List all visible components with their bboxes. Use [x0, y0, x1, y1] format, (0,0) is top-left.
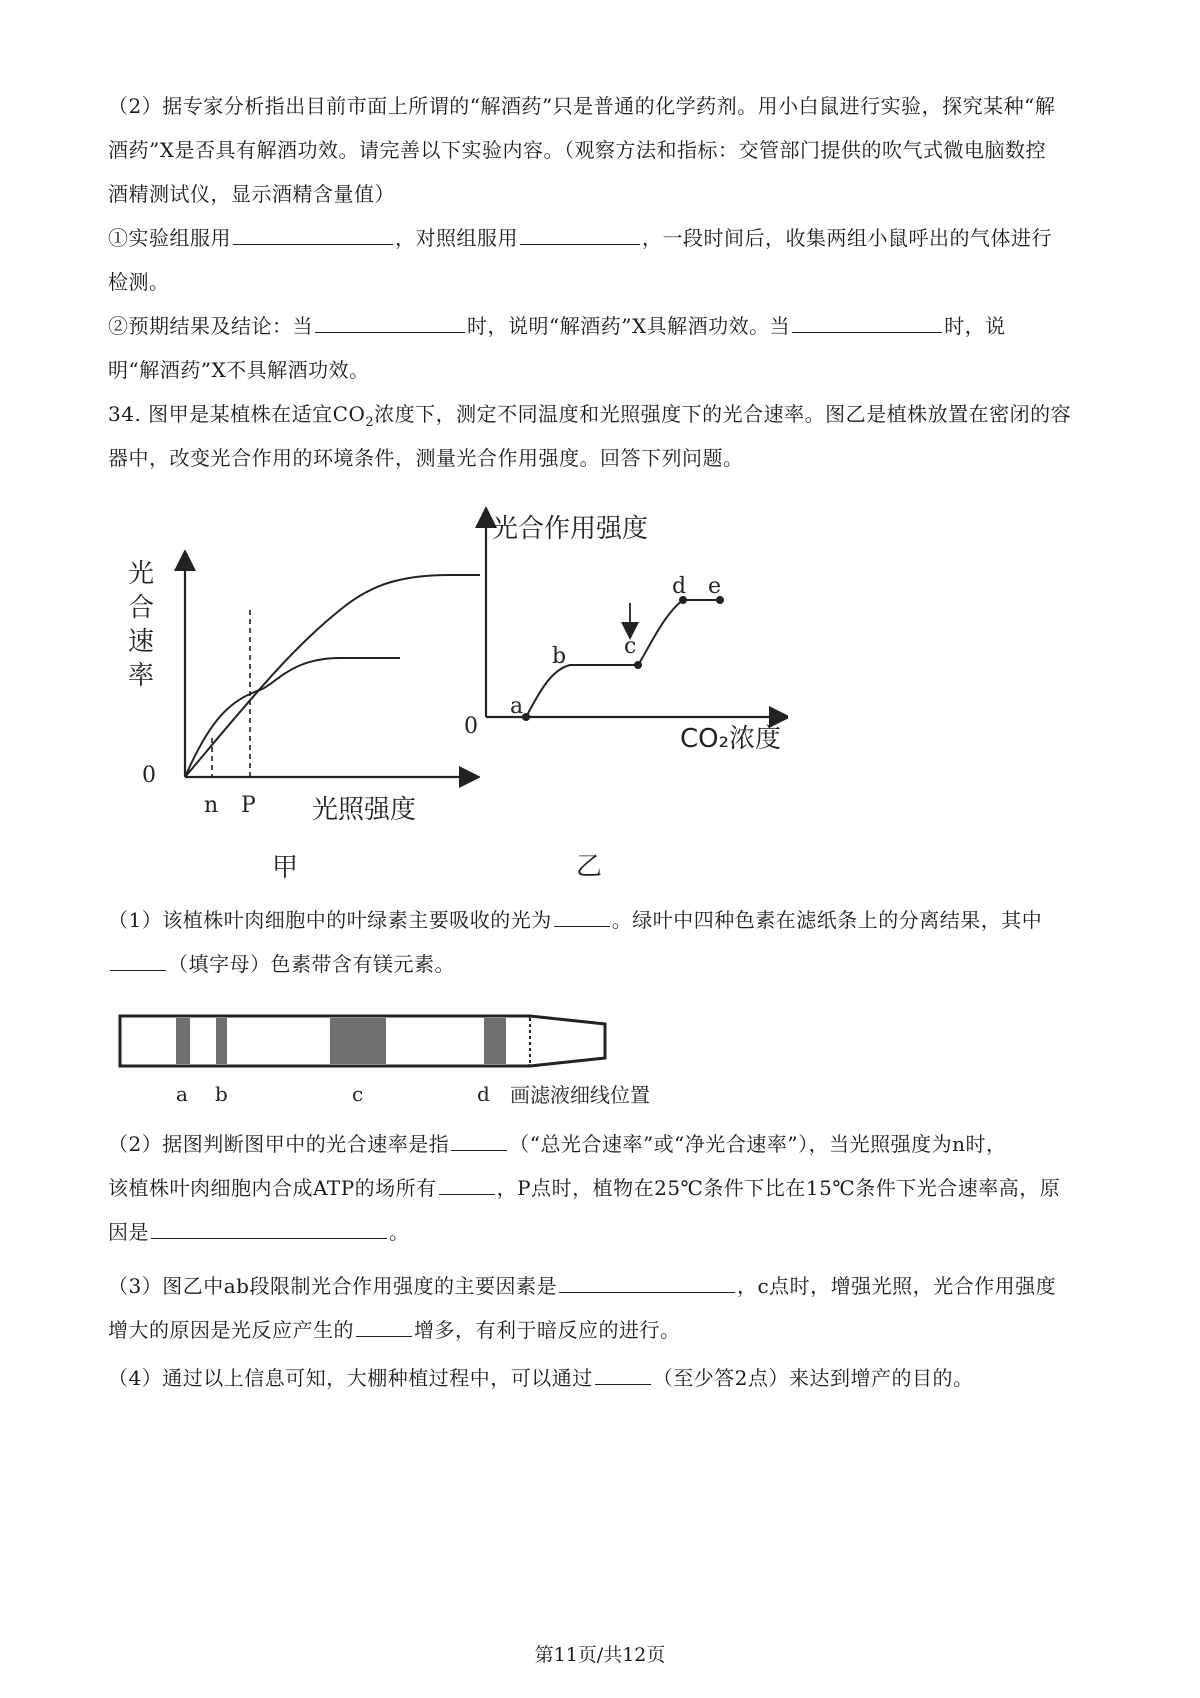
band-label-c: c	[352, 1082, 364, 1106]
figure-yi	[458, 505, 788, 880]
yi-label-b: b	[552, 644, 567, 669]
jia-curve-15	[185, 658, 400, 777]
answer-blank[interactable]	[439, 1193, 495, 1195]
q34-sub1-line1: （1）该植株叶肉细胞中的叶绿素主要吸收的光为 。绿叶中四种色素在滤纸条上的分离结果，其中	[108, 908, 1043, 932]
jia-ylabel-4: 率	[128, 661, 155, 691]
q34-sub3-line1: （3）图乙中ab段限制光合作用强度的主要因素是 ，c点时，增强光照，光合作用强度	[108, 1274, 1057, 1298]
band-a	[176, 1018, 190, 1064]
jia-caption: 甲	[272, 853, 299, 880]
band-c	[330, 1018, 386, 1064]
yi-origin: 0	[464, 714, 478, 739]
q33-2-line3: 酒精测试仪，显示酒精含量值）	[108, 182, 395, 206]
jia-ylabel-1: 光	[128, 559, 155, 589]
q34-sub2-line2: 该植株叶肉细胞内合成ATP的场所有 ，P点时，植物在25℃条件下比在15℃条件下光合速率高，原	[108, 1176, 1061, 1200]
yi-xlabel: CO₂浓度	[680, 724, 782, 754]
answer-blank[interactable]	[110, 969, 166, 971]
answer-blank[interactable]	[554, 925, 610, 927]
q33-2-item1-cont: 检测。	[108, 270, 170, 294]
q34-sub2-line1: （2）据图判断图甲中的光合速率是指 （“总光合速率”或“净光合速率”），当光照强度为n时，	[108, 1132, 1007, 1156]
q34-sub4: （4）通过以上信息可知，大棚种植过程中，可以通过 （至少答2点）来达到增产的目的。	[108, 1366, 974, 1390]
q33-2-item2-cont: 明“解酒药”X不具解酒功效。	[108, 358, 370, 382]
figure-jia	[120, 550, 480, 880]
jia-xlabel: 光照强度	[312, 795, 417, 825]
yi-caption: 乙	[576, 852, 603, 880]
q34-sub2-line3: 因是 。	[108, 1220, 410, 1244]
band-b	[216, 1018, 227, 1064]
band-label-d: d	[477, 1082, 490, 1106]
sample-line-label: 画滤液细线位置	[510, 1083, 650, 1107]
q34-stem-line2: 器中，改变光合作用的环境条件，测量光合作用强度。回答下列问题。	[108, 446, 744, 470]
yi-point-a	[522, 713, 530, 721]
band-label-a: a	[176, 1082, 188, 1106]
q33-2-line2: 酒药”X是否具有解酒功效。请完善以下实验内容。（观察方法和指标：交管部门提供的吹气式微电脑数控	[108, 138, 1046, 162]
jia-tick-p: P	[241, 793, 256, 818]
answer-blank[interactable]	[520, 243, 640, 245]
answer-blank[interactable]	[451, 1149, 507, 1151]
yi-label-c: c	[624, 634, 637, 659]
strip-tip	[530, 1016, 605, 1066]
yi-label-a: a	[510, 694, 524, 719]
q33-2-line1: （2）据专家分析指出目前市面上所谓的“解酒药”只是普通的化学药剂。用小白鼠进行实验，探究某种“解	[108, 94, 1056, 118]
jia-curve-25	[185, 575, 480, 777]
jia-tick-n: n	[204, 793, 219, 818]
band-d	[484, 1018, 506, 1064]
yi-label-d: d	[672, 574, 687, 599]
page-footer: 第11页/共12页	[534, 1644, 666, 1666]
answer-blank[interactable]	[315, 331, 465, 333]
chromatography-strip	[118, 1010, 678, 1110]
band-label-b: b	[215, 1082, 228, 1106]
q33-2-item1: ①实验组服用 ，对照组服用 ，一段时间后，收集两组小鼠呼出的气体进行	[108, 226, 1052, 250]
yi-label-e: e	[708, 574, 722, 599]
answer-blank[interactable]	[559, 1291, 735, 1293]
q34-stem-line1: 34. 图甲是某植株在适宜$CO_2$浓度下，测定不同温度和光照强度下的光合速率。图乙是植株放置在密闭的容	[108, 402, 1072, 430]
yi-ylabel: 光合作用强度	[492, 514, 649, 544]
jia-ylabel-3: 速	[128, 627, 155, 657]
jia-origin: 0	[142, 763, 156, 788]
q34-sub1-line2: （填字母）色素带含有镁元素。	[108, 942, 1098, 986]
yi-point-c	[634, 661, 642, 669]
answer-blank[interactable]	[151, 1237, 387, 1239]
answer-blank[interactable]	[233, 243, 393, 245]
q33-2-item2: ②预期结果及结论：当 时，说明“解酒药”X具解酒功效。当 时，说	[108, 314, 1006, 338]
answer-blank[interactable]	[792, 331, 942, 333]
answer-blank[interactable]	[595, 1383, 651, 1385]
answer-blank[interactable]	[356, 1335, 412, 1337]
jia-ylabel-2: 合	[128, 593, 155, 623]
q34-sub3-line2: 增大的原因是光反应产生的 增多，有利于暗反应的进行。	[108, 1318, 681, 1342]
